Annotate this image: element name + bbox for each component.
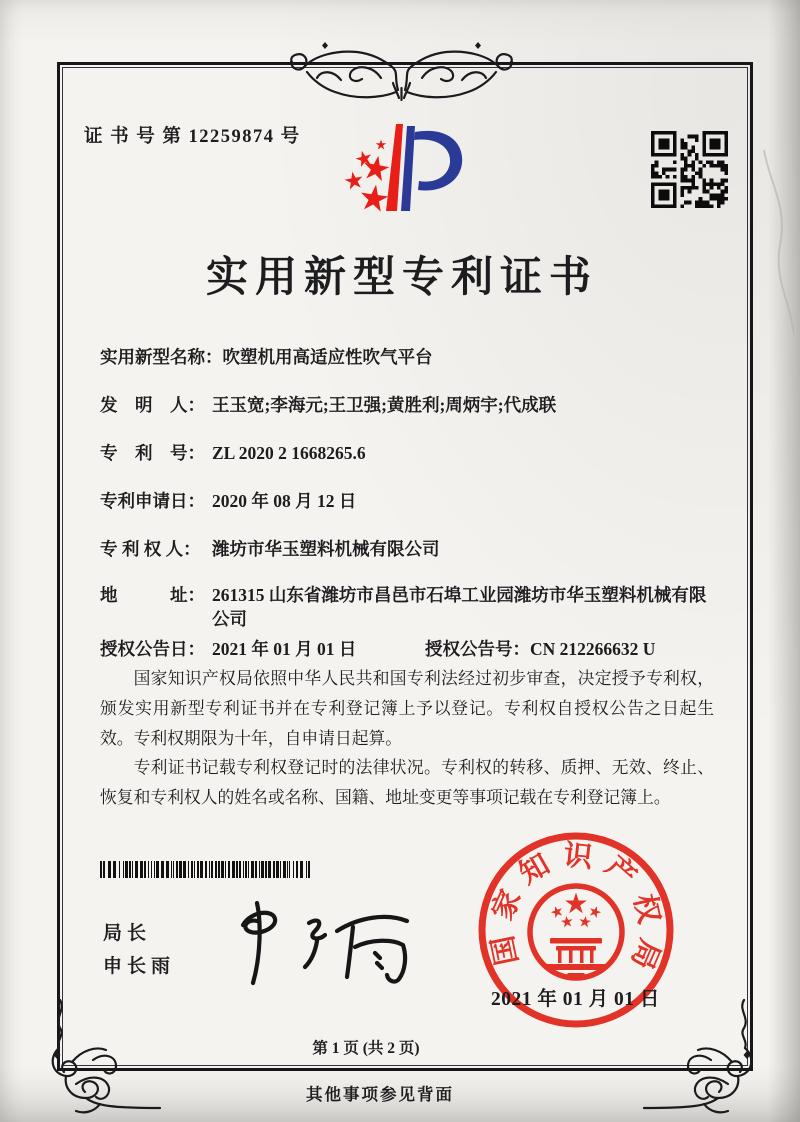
signature-handwriting xyxy=(225,895,415,990)
field-value: CN 212266632 U xyxy=(530,639,656,659)
barcode xyxy=(100,861,313,879)
field-value: 王玉宽;李海元;王卫强;黄胜利;周炳宇;代成联 xyxy=(212,395,557,415)
qr-code xyxy=(651,131,728,208)
field-row-patent-number xyxy=(100,441,714,465)
seal-national-emblem xyxy=(530,886,622,980)
field-label: 授权公告日： xyxy=(100,639,205,659)
logo-stars xyxy=(343,140,391,213)
back-side-note: 其他事项参见背面 xyxy=(306,1085,454,1104)
field-value: 2020 年 08 月 12 日 xyxy=(212,491,357,511)
field-label: 发 明 人： xyxy=(100,395,205,415)
field-value: 吹塑机用高适应性吹气平台 xyxy=(222,347,433,367)
signer-name: 申长雨 xyxy=(103,956,176,977)
field-row-grant xyxy=(100,637,714,661)
seal-ring-text: 国家知识产权局 xyxy=(484,839,668,984)
seal-date: 2021 年 01 月 01 日 xyxy=(491,989,660,1010)
field-label: 授权公告号： xyxy=(425,639,530,659)
certificate-title: 实用新型专利证书 xyxy=(205,255,598,301)
field-value: 2021 年 01 月 01 日 xyxy=(212,639,357,659)
certificate-number: 证 书 号 第 12259874 号 xyxy=(84,127,301,147)
grant-number-pair xyxy=(425,637,655,661)
logo-blue-bowl xyxy=(414,131,462,191)
field-label: 专利申请日： xyxy=(100,491,205,511)
legal-paragraph: 专利证书记载专利权登记时的法律状况。专利权的转移、质押、无效、终止、恢复和专利权人的姓名或名称、国籍、地址变更等事项记载在专利登记簿上。 xyxy=(100,758,714,808)
field-label: 专 利 权 人： xyxy=(100,539,201,559)
field-row-inventors xyxy=(100,393,714,417)
field-label: 专 利 号： xyxy=(100,443,205,463)
legal-text-block xyxy=(100,664,714,813)
field-value: ZL 2020 2 1668265.6 xyxy=(212,443,366,463)
paper-crease-line xyxy=(750,140,800,350)
field-row-address xyxy=(100,583,714,631)
legal-paragraph: 国家知识产权局依照中华人民共和国专利法经过初步审查，决定授予专利权，颁发实用新型专利证书并在专利登记簿上予以登记。专利权自授权公告之日起生效。专利权期限为十年，自申请日起算。 xyxy=(100,669,714,748)
page-number: 第 1 页 (共 2 页) xyxy=(312,1040,420,1057)
field-label: 地 址： xyxy=(100,585,205,605)
field-label: 实用新型名称： xyxy=(100,347,223,367)
logo-blue-bar xyxy=(401,126,415,211)
field-row-name xyxy=(100,345,714,369)
field-row-patentee xyxy=(100,537,714,561)
field-value: 261315 山东省潍坊市昌邑市石埠工业园潍坊市华玉塑料机械有限公司 xyxy=(212,585,707,629)
signer-title: 局长 xyxy=(103,923,152,944)
field-value: 潍坊市华玉塑料机械有限公司 xyxy=(212,539,440,559)
cnipa-logo xyxy=(330,110,515,238)
top-flourish-ornament xyxy=(270,28,533,108)
field-row-filing-date xyxy=(100,489,714,513)
